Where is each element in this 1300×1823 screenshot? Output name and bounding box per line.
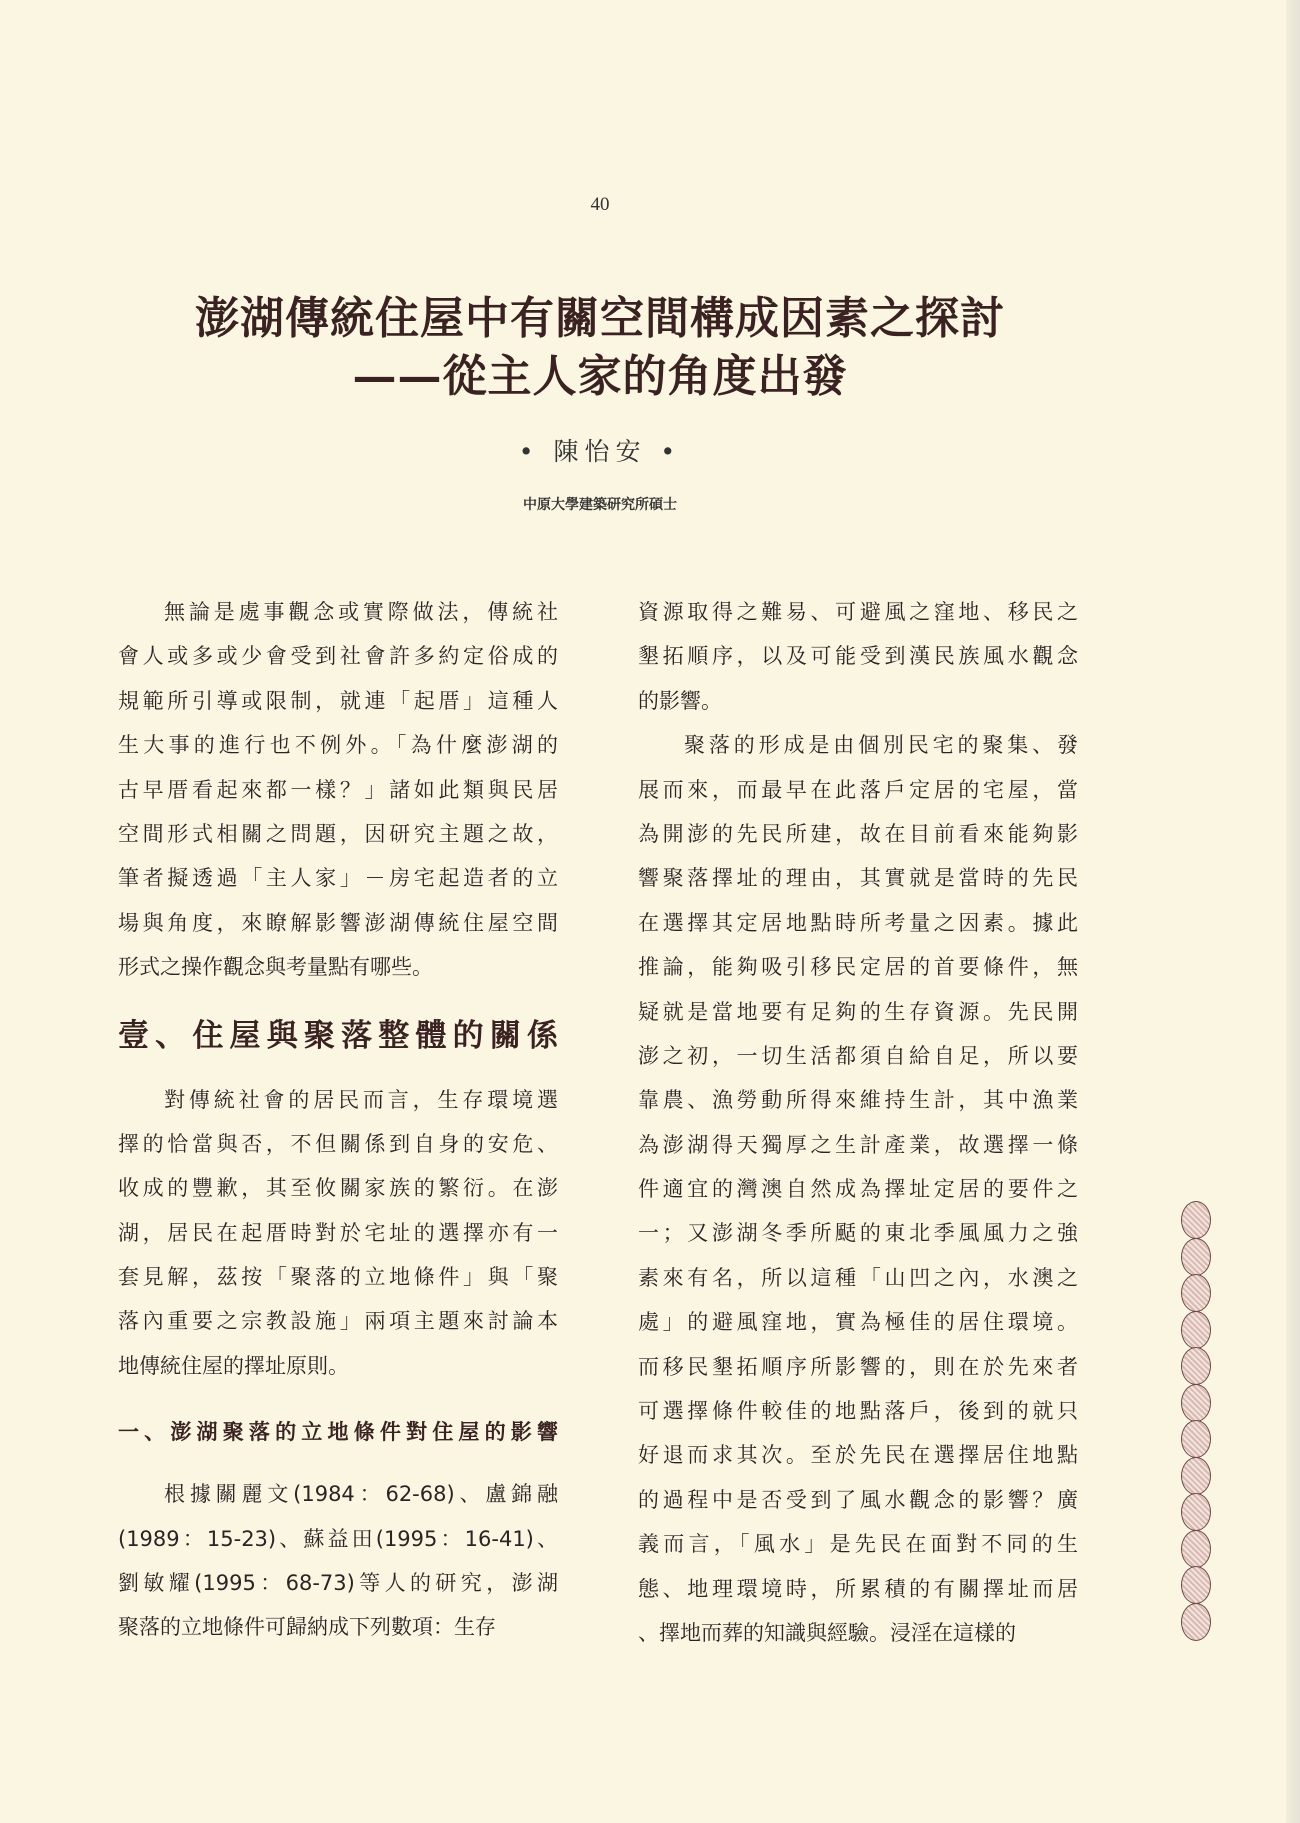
- text-line: 靠農、漁勞動所得來維持生計，其中漁業: [638, 1088, 1078, 1113]
- text-line: 空間形式相關之問題，因研究主題之故，: [118, 821, 558, 846]
- text-line: 疑就是當地要有足夠的生存資源。先民開: [638, 999, 1078, 1024]
- text-line: 套見解，茲按「聚落的立地條件」與「聚: [118, 1265, 558, 1290]
- text-line: 一；又澎湖冬季所颳的東北季風風力之強: [638, 1221, 1078, 1246]
- author-name: • 陳怡安 •: [518, 437, 682, 466]
- article-title: 澎湖傳統住屋中有關空間構成因素之探討: [195, 293, 1005, 344]
- text-line: 態、地理環境時，所累積的有關擇址而居: [638, 1576, 1078, 1601]
- paragraph: [118, 1078, 558, 1389]
- text-line: 湖，居民在起厝時對於宅址的選擇亦有一: [118, 1220, 558, 1245]
- article-subtitle: ——從主人家的角度出發: [352, 351, 848, 402]
- seal-ornament-icon: [1181, 1311, 1211, 1349]
- author-affiliation: 中原大學建築研究所碩士: [523, 497, 677, 513]
- text-line: 義而言，「風水」是先民在面對不同的生: [638, 1532, 1078, 1557]
- text-line: 擇的恰當與否，不但關係到自身的安危、: [118, 1131, 558, 1156]
- text-line: 澎之初，一切生活都須自給自足，所以要: [638, 1043, 1078, 1068]
- text-line: 規範所引導或限制，就連「起厝」這種人: [118, 688, 558, 713]
- text-line: 而移民墾拓順序所影響的，則在於先來者: [638, 1354, 1078, 1379]
- text-line: 素來有名，所以這種「山凹之內，水澳之: [638, 1265, 1078, 1290]
- text-line: 可選擇條件較佳的地點落戶，後到的就只: [638, 1399, 1078, 1424]
- paragraph: [638, 723, 1078, 1655]
- text-line: 會人或多或少會受到社會許多約定俗成的: [118, 644, 558, 669]
- text-line: 為開澎的先民所建，故在目前看來能夠影: [638, 821, 1078, 846]
- text-line: (1989：15-23)、蘇益田(1995：16-41)、: [118, 1526, 558, 1551]
- text-line: 墾拓順序，以及可能受到漢民族風水觀念: [638, 644, 1078, 669]
- text-line: 筆者擬透過「主人家」－房宅起造者的立: [118, 866, 558, 891]
- right-column: [638, 590, 1078, 1655]
- text-line: 根據關麗文(1984：62-68)、盧錦融: [164, 1482, 558, 1507]
- text-line: 為澎湖得天獨厚之生計產業，故選擇一條: [638, 1132, 1078, 1157]
- seal-ornament-icon: [1181, 1530, 1211, 1568]
- text-line: 件適宜的灣澳自然成為擇址定居的要件之: [638, 1177, 1078, 1202]
- section-heading: 壹、住屋與聚落整體的關係: [118, 1017, 558, 1054]
- seal-ornament-icon: [1181, 1238, 1211, 1276]
- text-line: 資源取得之難易、可避風之窪地、移民之: [638, 600, 1078, 624]
- seal-ornament-icon: [1181, 1201, 1211, 1239]
- seal-ornament-icon: [1181, 1420, 1211, 1458]
- text-line: 在選擇其定居地點時所考量之因素。據此: [638, 910, 1078, 935]
- text-line: 展而來，而最早在此落戶定居的宅屋，當: [638, 777, 1078, 802]
- text-line: 聚落的立地條件可歸納成下列數項：生存: [118, 1615, 496, 1640]
- seal-ornament-icon: [1181, 1274, 1211, 1312]
- text-line: 地傳統住屋的擇址原則。: [118, 1353, 349, 1378]
- text-line: 的過程中是否受到了風水觀念的影響？廣: [638, 1487, 1078, 1512]
- page-edge-shadow: [1286, 0, 1300, 1823]
- paragraph: [118, 1472, 558, 1650]
- text-line: 場與角度，來瞭解影響澎湖傳統住屋空間: [118, 910, 558, 935]
- seal-ornament-icon: [1181, 1603, 1211, 1641]
- left-column: [118, 590, 558, 1650]
- text-line: 古早厝看起來都一樣？」諸如此類與民居: [118, 777, 558, 802]
- text-line: 聚落的形成是由個別民宅的聚集、發: [684, 733, 1078, 758]
- seal-ornament-icon: [1181, 1347, 1211, 1385]
- seal-ornament-icon: [1181, 1566, 1211, 1604]
- decorative-seal-border: [1181, 1201, 1213, 1639]
- seal-ornament-icon: [1181, 1493, 1211, 1531]
- text-line: 劉敏耀(1995：68-73)等人的研究，澎湖: [118, 1571, 558, 1596]
- paragraph: [118, 590, 558, 990]
- text-line: 處」的避風窪地，實為極佳的居住環境。: [638, 1310, 1078, 1335]
- text-line: 收成的豐歉，其至攸關家族的繁衍。在澎: [118, 1176, 558, 1201]
- paragraph: [638, 590, 1078, 723]
- text-line: 、擇地而葬的知識與經驗。浸淫在這樣的: [638, 1620, 1016, 1645]
- text-line: 好退而求其次。至於先民在選擇居住地點: [638, 1443, 1078, 1468]
- seal-ornament-icon: [1181, 1384, 1211, 1422]
- text-line: 響聚落擇址的理由，其實就是當時的先民: [638, 866, 1078, 891]
- text-line: 形式之操作觀念與考量點有哪些。: [118, 955, 433, 980]
- text-line: 無論是處事觀念或實際做法，傳統社: [164, 600, 558, 624]
- subsection-heading: 一、澎湖聚落的立地條件對住屋的影響: [118, 1419, 558, 1445]
- text-line: 落內重要之宗教設施」兩項主題來討論本: [118, 1309, 558, 1334]
- seal-ornament-icon: [1181, 1457, 1211, 1495]
- text-line: 生大事的進行也不例外。「為什麼澎湖的: [118, 733, 558, 758]
- text-line: 的影響。: [638, 688, 722, 713]
- page-number: 40: [590, 194, 610, 215]
- text-line: 對傳統社會的居民而言，生存環境選: [164, 1087, 558, 1112]
- text-line: 推論，能夠吸引移民定居的首要條件，無: [638, 955, 1078, 980]
